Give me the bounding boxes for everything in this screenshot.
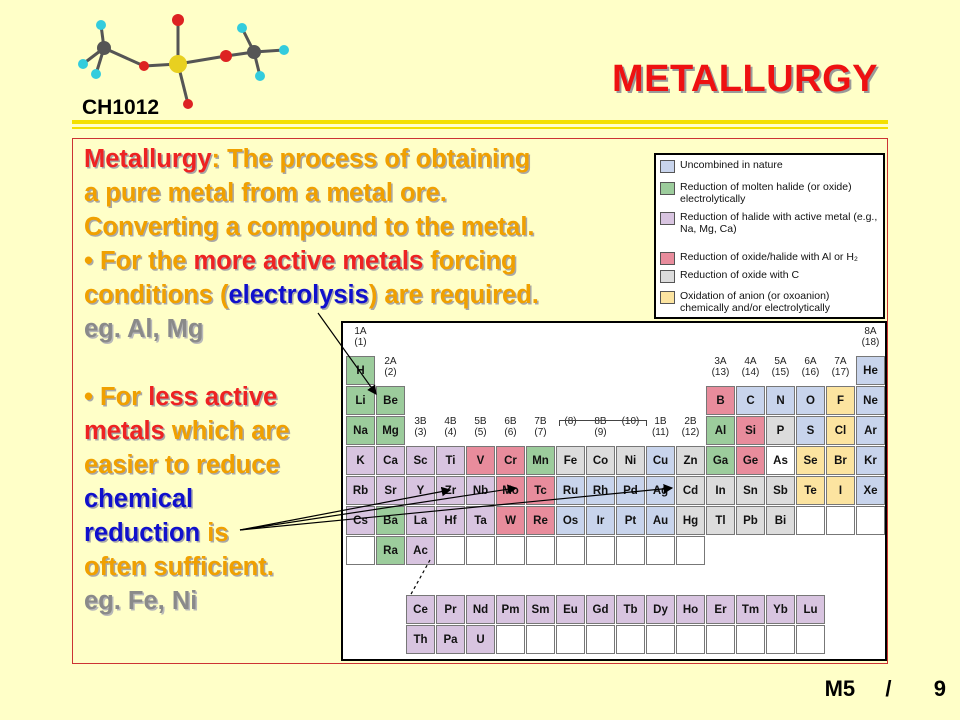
element-cell: As	[766, 446, 795, 475]
legend-item	[660, 159, 880, 173]
element-cell: Ca	[376, 446, 405, 475]
element-cell: Rb	[346, 476, 375, 505]
element-cell: Tb	[616, 595, 645, 624]
element-cell: Gd	[586, 595, 615, 624]
empty-cell	[646, 625, 675, 654]
bullet-less-active-line-2: metals which are	[84, 417, 290, 445]
group-label: 4B (4)	[444, 416, 457, 438]
group-label: 7A (17)	[831, 356, 850, 378]
empty-cell	[526, 625, 555, 654]
empty-cell	[856, 506, 885, 535]
element-cell: Sr	[376, 476, 405, 505]
legend-label: Reduction of molten halide (or oxide) electrolytically	[680, 181, 852, 205]
empty-cell	[526, 536, 555, 565]
element-cell: Cd	[676, 476, 705, 505]
empty-cell	[706, 625, 735, 654]
legend-item	[660, 211, 880, 235]
element-cell: Au	[646, 506, 675, 535]
element-cell: Eu	[556, 595, 585, 624]
empty-cell	[826, 506, 855, 535]
bullet-less-active-line-3: easier to reduce	[84, 451, 280, 479]
example-fe-ni: eg. Fe, Ni	[84, 587, 198, 615]
chemical-term: chemical	[84, 485, 194, 513]
legend-swatch	[660, 182, 675, 195]
element-cell: Sb	[766, 476, 795, 505]
empty-cell	[796, 506, 825, 535]
element-cell: La	[406, 506, 435, 535]
element-cell: Tm	[736, 595, 765, 624]
element-cell: Cs	[346, 506, 375, 535]
element-cell: Dy	[646, 595, 675, 624]
element-cell: V	[466, 446, 495, 475]
slide-title: METALLURGY	[611, 58, 878, 100]
element-cell: Ru	[556, 476, 585, 505]
empty-cell	[676, 536, 705, 565]
group-label: 2B (12)	[681, 416, 700, 438]
empty-cell	[346, 536, 375, 565]
element-cell: Ag	[646, 476, 675, 505]
element-cell: Na	[346, 416, 375, 445]
group-label: 1A (1)	[354, 326, 367, 348]
element-cell: Ge	[736, 446, 765, 475]
bullet-less-active: • For less active	[84, 383, 278, 411]
element-cell: H	[346, 356, 375, 385]
legend-item	[660, 290, 880, 314]
group-label: 5A (15)	[771, 356, 790, 378]
element-cell: Cl	[826, 416, 855, 445]
element-cell: K	[346, 446, 375, 475]
group-label: 6B (6)	[504, 416, 517, 438]
element-cell: Sn	[736, 476, 765, 505]
bullet-less-active-line-5: reduction is	[84, 519, 229, 547]
element-cell: Ho	[676, 595, 705, 624]
definition-line-2: a pure metal from a metal ore.	[84, 179, 447, 207]
legend-item	[660, 251, 880, 265]
title-rule-thin	[72, 127, 888, 129]
element-cell: Nd	[466, 595, 495, 624]
legend-label: Uncombined in nature	[680, 159, 783, 171]
element-cell: Zr	[436, 476, 465, 505]
element-cell: Be	[376, 386, 405, 415]
element-cell: Mn	[526, 446, 555, 475]
element-cell: Li	[346, 386, 375, 415]
legend-swatch	[660, 212, 675, 225]
element-cell: Yb	[766, 595, 795, 624]
element-cell: In	[706, 476, 735, 505]
group-label: (10)	[621, 416, 640, 427]
group-label: 8B (9)	[594, 416, 607, 438]
element-cell: Hf	[436, 506, 465, 535]
element-cell: Ba	[376, 506, 405, 535]
element-cell: Ar	[856, 416, 885, 445]
empty-cell	[616, 625, 645, 654]
legend-label: Reduction of oxide/halide with Al or H₂	[680, 251, 859, 263]
bullet-active-metals: • For the more active metals forcing	[84, 247, 517, 275]
definition-line-3: Converting a compound to the metal.	[84, 213, 535, 241]
footer-separator: /	[885, 676, 892, 701]
group-8b-bracket	[559, 420, 647, 426]
element-cell: Pr	[436, 595, 465, 624]
electrolysis-term: electrolysis	[228, 281, 369, 309]
element-cell: W	[496, 506, 525, 535]
legend-label: Reduction of halide with active metal (e.g., Na, Mg, Ca)	[680, 211, 878, 235]
bullet-less-active-line-6: often sufficient.	[84, 553, 274, 581]
group-label: 7B (7)	[534, 416, 547, 438]
element-cell: Ac	[406, 536, 435, 565]
element-cell: Se	[796, 446, 825, 475]
element-cell: Mg	[376, 416, 405, 445]
element-cell: Ta	[466, 506, 495, 535]
periodic-table	[341, 321, 887, 661]
legend-item	[660, 269, 880, 283]
empty-cell	[466, 536, 495, 565]
group-label: 5B (5)	[474, 416, 487, 438]
title-rule	[72, 120, 888, 124]
empty-cell	[646, 536, 675, 565]
element-cell: Cu	[646, 446, 675, 475]
element-cell: Si	[736, 416, 765, 445]
element-cell: Ir	[586, 506, 615, 535]
empty-cell	[556, 625, 585, 654]
element-cell: Ni	[616, 446, 645, 475]
element-cell: Tc	[526, 476, 555, 505]
element-cell: Tl	[706, 506, 735, 535]
element-cell: Er	[706, 595, 735, 624]
element-cell: He	[856, 356, 885, 385]
element-cell: Y	[406, 476, 435, 505]
empty-cell	[676, 625, 705, 654]
element-cell: Co	[586, 446, 615, 475]
legend-swatch	[660, 160, 675, 173]
module-label: M5	[824, 676, 856, 701]
group-label: 8A (18)	[861, 326, 880, 348]
empty-cell	[496, 536, 525, 565]
example-al-mg: eg. Al, Mg	[84, 315, 204, 343]
element-cell: Ga	[706, 446, 735, 475]
element-cell: F	[826, 386, 855, 415]
empty-cell	[616, 536, 645, 565]
element-cell: Nb	[466, 476, 495, 505]
legend-item	[660, 181, 880, 205]
element-cell: Ce	[406, 595, 435, 624]
legend-label: Oxidation of anion (or oxoanion) chemically and/or electrolytically	[680, 290, 830, 314]
empty-cell	[796, 625, 825, 654]
legend-label: Reduction of oxide with C	[680, 269, 800, 281]
element-cell: N	[766, 386, 795, 415]
empty-cell	[436, 536, 465, 565]
group-label: 3B (3)	[414, 416, 427, 438]
element-cell: Th	[406, 625, 435, 654]
group-label: 1B (11)	[651, 416, 670, 438]
group-label: 2A (2)	[384, 356, 397, 378]
empty-cell	[496, 625, 525, 654]
slide-number: 9	[933, 676, 946, 701]
element-cell: Mo	[496, 476, 525, 505]
element-cell: Te	[796, 476, 825, 505]
element-cell: I	[826, 476, 855, 505]
element-cell: Br	[826, 446, 855, 475]
slide-footer	[825, 676, 946, 702]
element-cell: Sm	[526, 595, 555, 624]
element-cell: O	[796, 386, 825, 415]
element-cell: Pd	[616, 476, 645, 505]
element-cell: Ne	[856, 386, 885, 415]
empty-cell	[586, 536, 615, 565]
element-cell: Re	[526, 506, 555, 535]
element-cell: Kr	[856, 446, 885, 475]
element-cell: Pt	[616, 506, 645, 535]
element-cell: Cr	[496, 446, 525, 475]
element-cell: P	[766, 416, 795, 445]
group-label: 4A (14)	[741, 356, 760, 378]
element-cell: Fe	[556, 446, 585, 475]
element-cell: Zn	[676, 446, 705, 475]
element-cell: Al	[706, 416, 735, 445]
element-cell: Lu	[796, 595, 825, 624]
element-cell: Ra	[376, 536, 405, 565]
course-code: CH1012	[82, 96, 160, 119]
empty-cell	[556, 536, 585, 565]
element-cell: B	[706, 386, 735, 415]
element-cell: U	[466, 625, 495, 654]
bullet-active-metals-line-2: conditions (electrolysis) are required.	[84, 281, 539, 309]
empty-cell	[736, 625, 765, 654]
element-cell: Pm	[496, 595, 525, 624]
definition-line-1: Metallurgy: The process of obtaining	[84, 145, 531, 173]
empty-cell	[586, 625, 615, 654]
legend-swatch	[660, 252, 675, 265]
element-cell: Pb	[736, 506, 765, 535]
element-cell: S	[796, 416, 825, 445]
element-cell: Xe	[856, 476, 885, 505]
group-label: 3A (13)	[711, 356, 730, 378]
element-cell: Rh	[586, 476, 615, 505]
element-cell: Hg	[676, 506, 705, 535]
element-cell: Os	[556, 506, 585, 535]
group-label: (8)	[564, 416, 577, 427]
element-cell: Pa	[436, 625, 465, 654]
element-cell: Sc	[406, 446, 435, 475]
empty-cell	[766, 625, 795, 654]
element-cell: Ti	[436, 446, 465, 475]
legend-swatch	[660, 270, 675, 283]
legend-swatch	[660, 291, 675, 304]
group-label: 6A (16)	[801, 356, 820, 378]
element-cell: C	[736, 386, 765, 415]
legend-box	[654, 153, 885, 319]
element-cell: Bi	[766, 506, 795, 535]
